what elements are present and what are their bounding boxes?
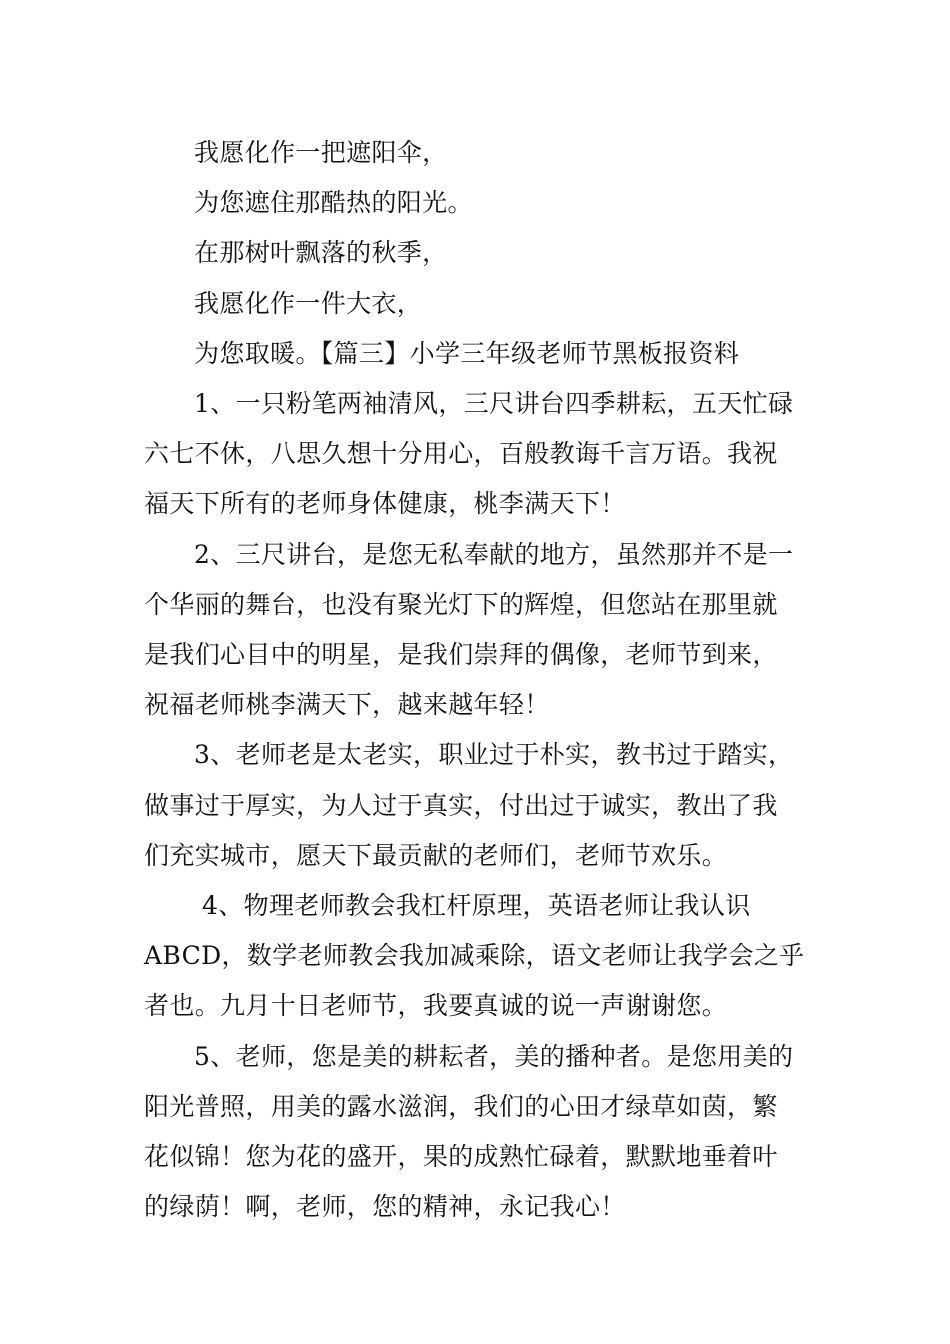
poem-line-3: 在那树叶飘落的秋季， <box>194 238 448 268</box>
poem-line-1: 我愿化作一把遮阳伞， <box>194 138 448 167</box>
paragraph-4-line-2: ABCD，数学老师教会我加减乘除，语文老师让我学会之乎 <box>144 941 805 971</box>
paragraph-1-line-2: 六七不休，八思久想十分用心，百般教诲千言万语。我祝 <box>144 439 778 469</box>
paragraph-4-line-3: 者也。九月十日老师节，我要真诚的说一声谢谢您。 <box>144 991 728 1021</box>
paragraph-1-line-3: 福天下所有的老师身体健康，桃李满天下！ <box>144 489 626 519</box>
paragraph-1-line-1: 1、一只粉笔两袖清风，三尺讲台四季耕耘，五天忙碌 <box>194 389 794 419</box>
paragraph-3-line-1: 3、老师老是太老实，职业过于朴实，教书过于踏实， <box>194 740 794 770</box>
poem-line-4: 我愿化作一件大衣， <box>194 288 423 318</box>
paragraph-3-line-2: 做事过于厚实，为人过于真实，付出过于诚实，教出了我 <box>144 790 778 820</box>
paragraph-2-line-3: 是我们心目中的明星，是我们崇拜的偶像，老师节到来， <box>144 640 778 670</box>
paragraph-5-line-4: 的绿荫！啊，老师，您的精神，永记我心！ <box>144 1192 626 1222</box>
paragraph-2-line-1: 2、三尺讲台，是您无私奉献的地方，虽然那并不是一 <box>194 539 794 569</box>
paragraph-2-line-4: 祝福老师桃李满天下，越来越年轻！ <box>144 690 550 720</box>
document-body <box>144 128 808 1232</box>
paragraph-5-line-1: 5、老师，您是美的耕耘者，美的播种者。是您用美的 <box>194 1041 794 1071</box>
poem-line-2: 为您遮住那酷热的阳光。 <box>194 188 473 218</box>
paragraph-3-line-3: 们充实城市，愿天下最贡献的老师们，老师节欢乐。 <box>144 840 728 870</box>
poem-line-5-with-section-title: 为您取暖。【篇三】小学三年级老师节黑板报资料 <box>194 338 740 368</box>
paragraph-2-line-2: 个华丽的舞台，也没有聚光灯下的辉煌，但您站在那里就 <box>144 589 778 619</box>
paragraph-5-line-3: 花似锦！您为花的盛开，果的成熟忙碌着，默默地垂着叶 <box>144 1142 778 1172</box>
paragraph-5-line-2: 阳光普照，用美的露水滋润，我们的心田才绿草如茵，繁 <box>144 1091 778 1121</box>
paragraph-4-line-1: 4、物理老师教会我杠杆原理，英语老师让我认识 <box>202 891 751 921</box>
